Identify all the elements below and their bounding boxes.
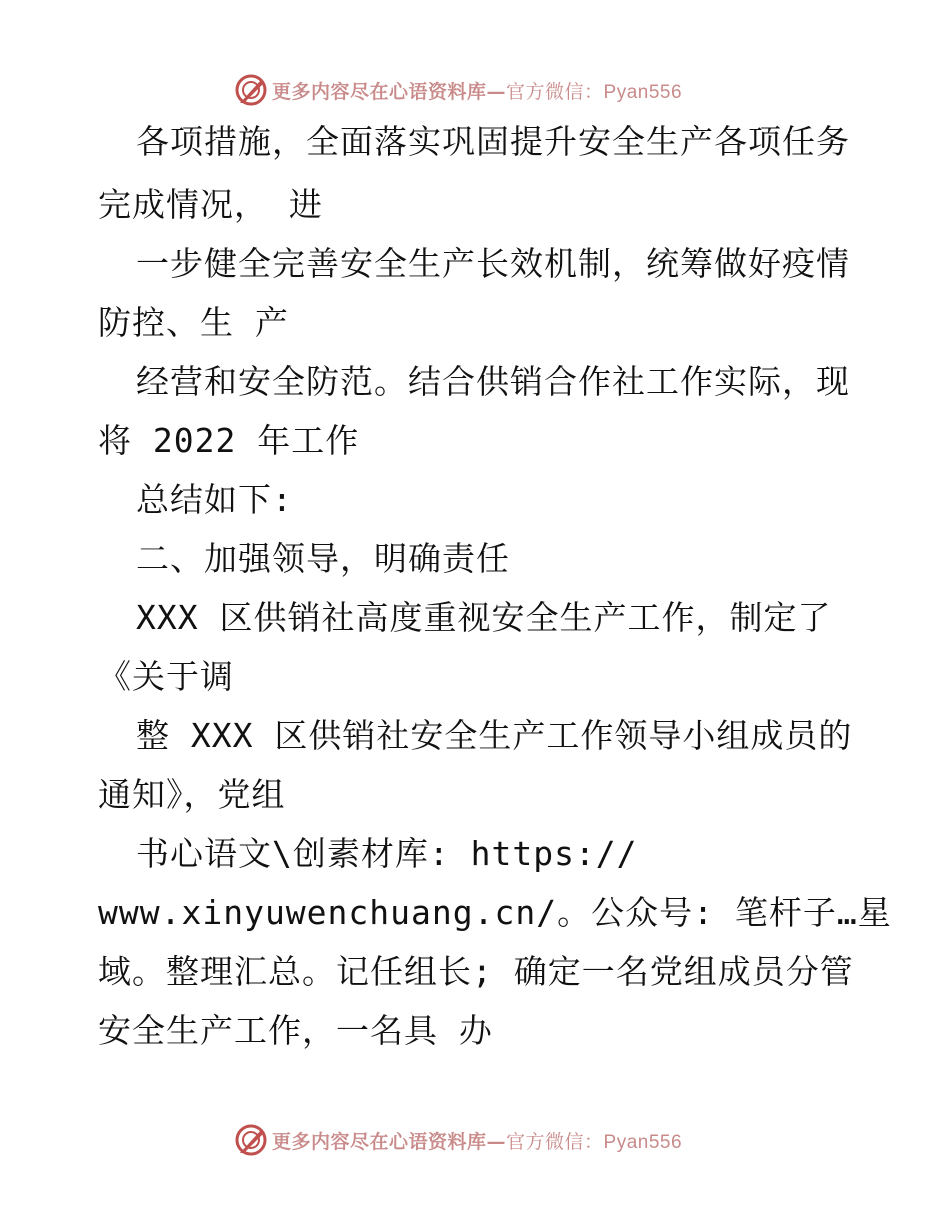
section-heading: 二、加强领导，明确责任 bbox=[136, 539, 510, 578]
text-line: 防控、生 产 bbox=[98, 303, 289, 342]
text-line: 经营和安全防范。结合供销合作社工作实际，现 bbox=[136, 362, 850, 401]
quill-logo-icon bbox=[234, 1123, 268, 1157]
header-banner-text bbox=[272, 77, 682, 104]
text-line: www.xinyuwenchuang.cn/。公众号: 笔杆子…星 bbox=[98, 893, 892, 932]
footer-banner-text bbox=[272, 1127, 682, 1154]
text-line: 书心语文\创素材库: https:// bbox=[136, 834, 638, 873]
text-line: 通知》，党组 bbox=[98, 775, 286, 814]
text-line: XXX 区供销社高度重视安全生产工作，制定了 bbox=[136, 598, 832, 637]
header-wechat-text: 官方微信：Pyan556 bbox=[506, 81, 683, 103]
text-line: 安全生产工作，一名具 办 bbox=[98, 1011, 493, 1050]
text-line: 整 XXX 区供销社安全生产工作领导小组成员的 bbox=[136, 716, 853, 755]
text-line: 一步健全完善安全生产长效机制，统筹做好疫情 bbox=[136, 244, 850, 283]
footer-banner-title: 更多内容尽在心语资料库— bbox=[272, 1130, 507, 1153]
text-line: 《关于调 bbox=[98, 657, 234, 696]
text-line: 将 2022 年工作 bbox=[98, 421, 360, 460]
header-banner-title: 更多内容尽在心语资料库— bbox=[272, 80, 507, 103]
footer-banner bbox=[0, 1122, 950, 1158]
text-line: 域。整理汇总。记任组长; 确定一名党组成员分管 bbox=[98, 952, 854, 991]
text-line: 各项措施，全面落实巩固提升安全生产各项任务 bbox=[136, 122, 850, 161]
header-banner bbox=[0, 72, 950, 108]
text-line: 总结如下: bbox=[136, 480, 293, 519]
quill-logo-icon bbox=[234, 73, 268, 107]
text-line: 完成情况， 进 bbox=[98, 185, 323, 224]
footer-wechat-text: 官方微信：Pyan556 bbox=[506, 1131, 683, 1153]
